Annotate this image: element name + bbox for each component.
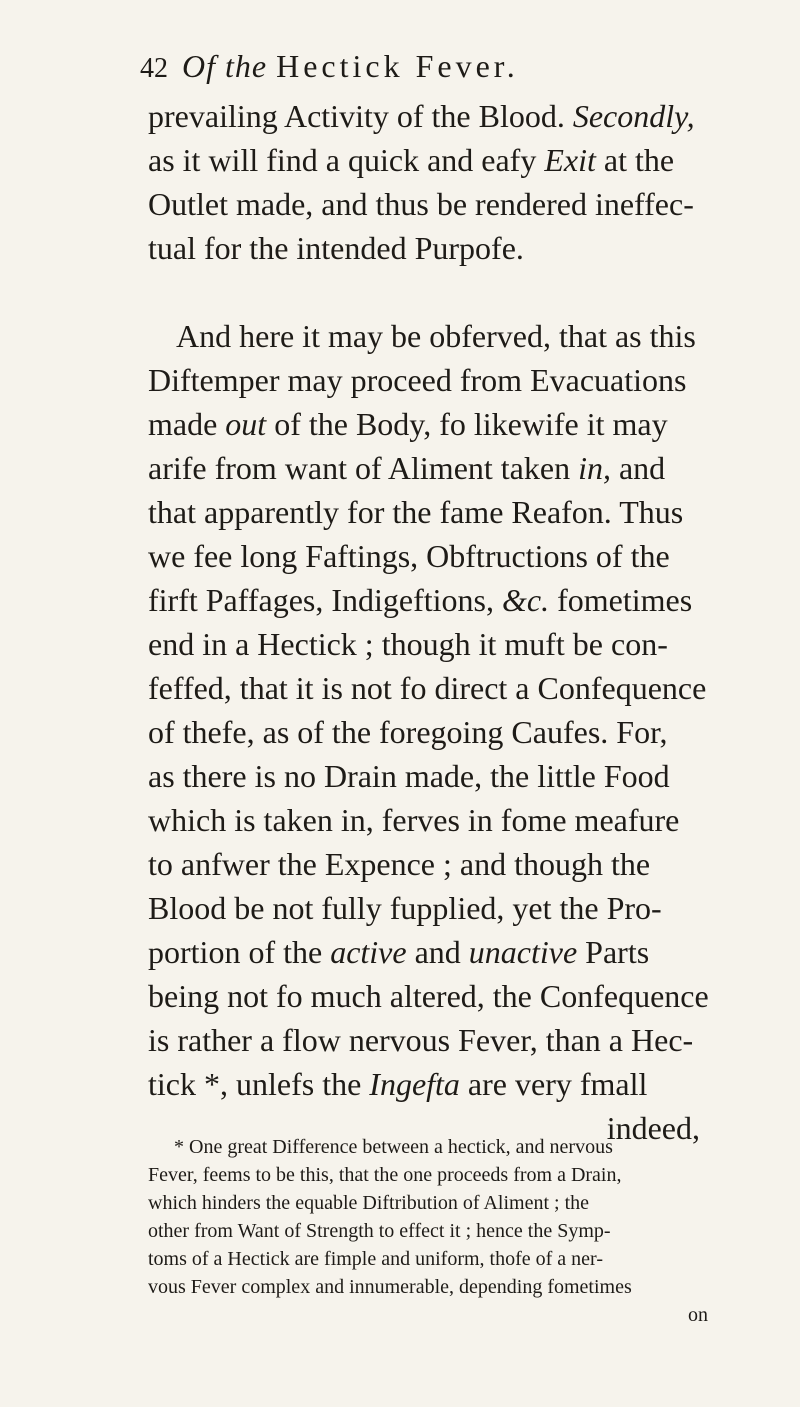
- running-header: [140, 48, 700, 94]
- text-segment: are very fmall: [459, 1066, 648, 1102]
- page-number: 42: [140, 53, 168, 84]
- footnote-line: other from Want of Strength to effect it ; hence the Symp-: [148, 1220, 611, 1242]
- running-title-prefix: Of the: [182, 48, 268, 84]
- text-line: to anfwer the Expence ; and though the: [148, 846, 651, 882]
- text-segment: firft Paffages, Indigeftions,: [148, 582, 502, 618]
- text-segment: portion of the: [148, 934, 331, 970]
- footnote-line: Fever, feems to be this, that the one proceeds from a Drain,: [148, 1164, 622, 1186]
- italic-word: Ingefta: [369, 1066, 460, 1102]
- text-line: Outlet made, and thus be rendered ineffec-: [148, 186, 694, 222]
- text-line: feffed, that it is not fo direct a Confequence: [148, 670, 707, 706]
- italic-word: unactive: [468, 934, 578, 970]
- text-segment: prevailing Activity of the Blood.: [148, 98, 573, 134]
- footnote-line: toms of a Hectick are fimple and uniform, thofe of a ner-: [148, 1248, 603, 1270]
- text-segment: and: [610, 450, 666, 486]
- text-line: [148, 1062, 700, 1106]
- italic-word: out: [225, 406, 267, 442]
- text-line: being not fo much altered, the Confequence: [148, 978, 709, 1014]
- italic-word: &c.: [501, 582, 550, 618]
- text-line: end in a Hectick ; though it muft be con-: [148, 626, 668, 662]
- text-line: [148, 930, 700, 974]
- footnote-catchword: on: [688, 1304, 708, 1326]
- running-title: [182, 48, 519, 84]
- text-line: [148, 446, 700, 490]
- main-text: [148, 94, 709, 1150]
- text-segment: Parts: [577, 934, 650, 970]
- text-line: [148, 402, 700, 446]
- text-line: which is taken in, ferves in fome meafure: [148, 802, 680, 838]
- footnote: [148, 1133, 708, 1329]
- text-line: as there is no Drain made, the little Food: [148, 758, 670, 794]
- text-segment: as it will find a quick and eafy: [148, 142, 545, 178]
- footnote-line: which hinders the equable Diftribution of Aliment ; the: [148, 1192, 590, 1214]
- text-segment: at the: [595, 142, 675, 178]
- text-line: [148, 138, 700, 182]
- text-line: is rather a flow nervous Fever, than a Hec-: [148, 1022, 694, 1058]
- italic-word: Exit: [544, 142, 596, 178]
- paragraph-gap: [148, 270, 700, 314]
- italic-word: active: [330, 934, 407, 970]
- text-line: Blood be not fully fupplied, yet the Pro-: [148, 890, 662, 926]
- text-line: Diftemper may proceed from Evacuations: [148, 362, 687, 398]
- text-segment: and: [406, 934, 469, 970]
- text-segment: fometimes: [549, 582, 693, 618]
- text-segment: of the Body, fo likewife it may: [266, 406, 668, 442]
- text-line: that apparently for the fame Reafon. Thus: [148, 494, 684, 530]
- italic-word: Secondly,: [572, 98, 695, 134]
- text-line: [148, 94, 700, 138]
- text-segment: tick *, unlefs the: [148, 1066, 370, 1102]
- catchword-line: indeed,: [606, 1110, 700, 1146]
- footnote-line: * One great Difference between a hectick, and nervous: [174, 1136, 613, 1158]
- text-line: of thefe, as of the foregoing Caufes. For,: [148, 714, 668, 750]
- text-segment: arife from want of Aliment taken: [148, 450, 579, 486]
- italic-word: in,: [578, 450, 611, 486]
- running-title-main: Hectick Fever.: [276, 48, 519, 84]
- footnote-line: vous Fever complex and innumerable, depending fometimes: [148, 1276, 632, 1298]
- text-line: [148, 578, 700, 622]
- text-segment: made: [148, 406, 226, 442]
- text-line: we fee long Faftings, Obftructions of the: [148, 538, 670, 574]
- text-line: And here it may be obferved, that as this: [176, 318, 696, 354]
- text-line: tual for the intended Purpofe.: [148, 230, 524, 266]
